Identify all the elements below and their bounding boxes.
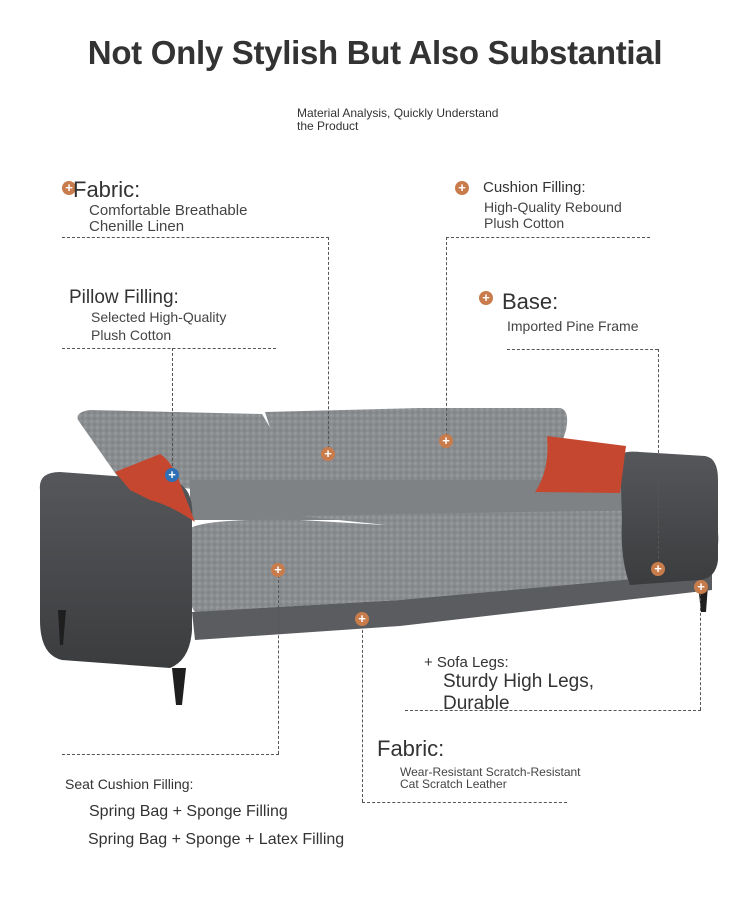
leader-seat-h — [62, 754, 279, 755]
leader-fabric-top-v — [328, 237, 329, 454]
seat-cushion-label: Seat Cushion Filling: — [65, 776, 194, 792]
seat-cushion-option-1: Spring Bag + Sponge Filling — [89, 803, 288, 820]
marker-seat-icon: + — [271, 563, 285, 577]
marker-base-icon: + — [651, 562, 665, 576]
leader-fabric-bottom-v — [362, 620, 363, 802]
cushion-filling-label: Cushion Filling: — [483, 179, 586, 196]
marker-fabric-icon: + — [321, 447, 335, 461]
cushion-filling-icon: + — [455, 181, 469, 195]
fabric-bottom-desc: Wear-Resistant Scratch-Resistant Cat Scratch Leather — [400, 765, 581, 791]
leader-cushion-v — [446, 237, 447, 441]
sofa-right-arm — [620, 452, 718, 585]
leader-fabric-bottom-h — [362, 802, 567, 803]
page-title: Not Only Stylish But Also Substantial — [87, 34, 663, 71]
page-subtitle: Material Analysis, Quickly Understand the Product — [297, 106, 499, 133]
sofa-legs-desc: Sturdy High Legs, Durable — [443, 671, 595, 714]
leader-fabric-top-h — [62, 237, 329, 238]
fabric-top-label: Fabric: — [73, 177, 141, 202]
base-icon: + — [479, 291, 493, 305]
seat-cushion-left — [187, 520, 405, 612]
pillow-right — [535, 436, 626, 493]
marker-pillow-icon: + — [165, 468, 179, 482]
marker-legs-icon: + — [694, 580, 708, 594]
fabric-top-desc: Comfortable Breathable Chenille Linen — [89, 202, 248, 235]
seat-cushion-option-2: Spring Bag + Sponge + Latex Filling — [88, 831, 345, 848]
sofa-leg-left-front — [172, 668, 186, 705]
marker-cushion-icon: + — [439, 434, 453, 448]
base-label: Base: — [502, 289, 559, 314]
leader-base-h — [507, 349, 658, 350]
marker-leather-icon: + — [355, 612, 369, 626]
pillow-filling-label: Pillow Filling: — [69, 287, 179, 308]
fabric-bottom-label: Fabric: — [377, 736, 445, 761]
leader-base-v — [658, 349, 659, 569]
sofa-legs-label: + Sofa Legs: — [424, 654, 509, 671]
base-desc: Imported Pine Frame — [507, 318, 639, 334]
leader-seat-v — [278, 570, 279, 754]
leader-cushion-h — [446, 237, 650, 238]
fabric-top-icon: + — [62, 181, 76, 195]
cushion-filling-desc: High-Quality Rebound Plush Cotton — [484, 199, 622, 231]
leader-legs-v — [700, 588, 701, 710]
leader-pillow-h — [62, 348, 276, 349]
leader-pillow-v — [172, 348, 173, 476]
pillow-filling-desc: Selected High-Quality Plush Cotton — [91, 309, 227, 343]
